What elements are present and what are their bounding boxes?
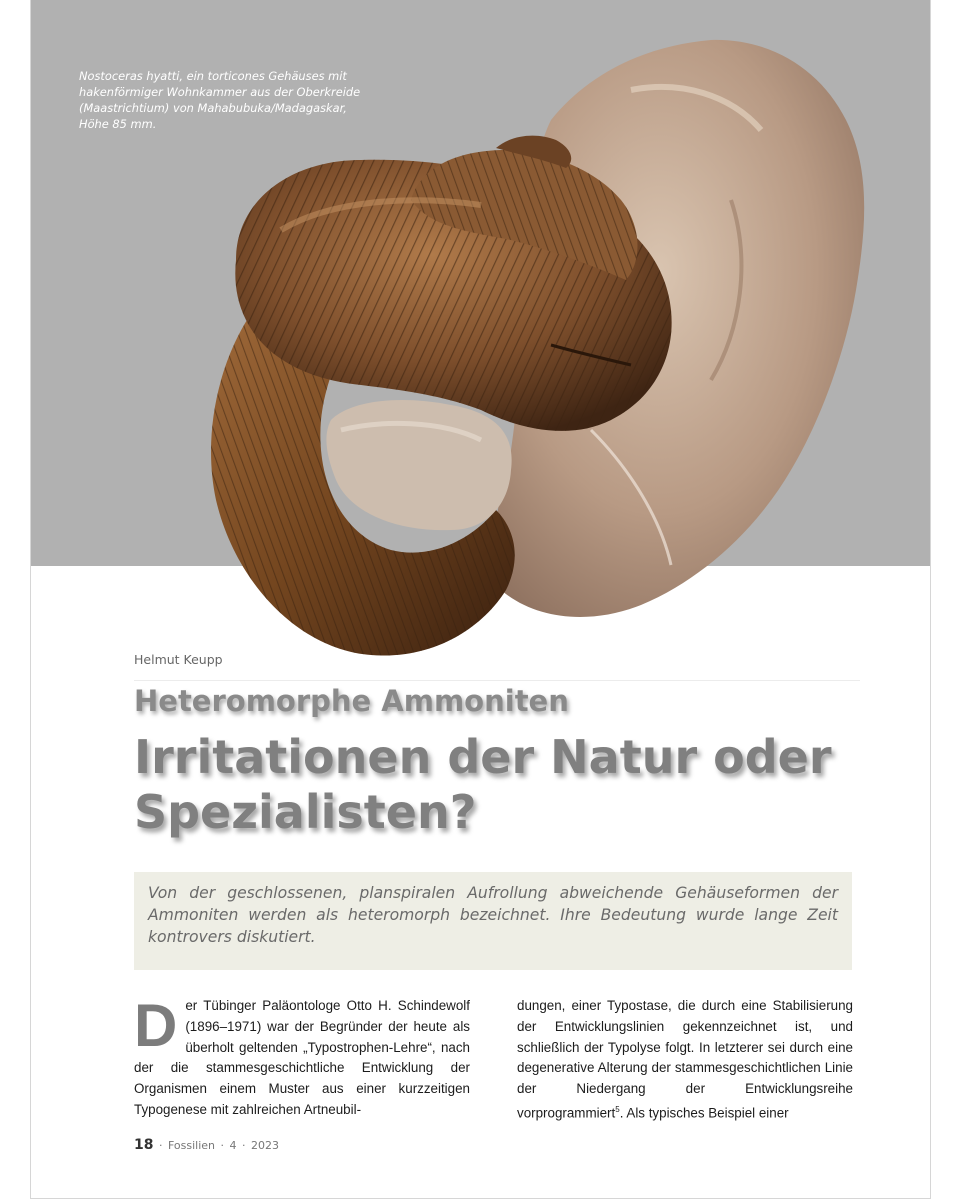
lead-paragraph: Von der geschlossenen, planspiralen Aufrollung abweichende Gehäuseformen der Ammoniten werden als heteromorph bezeichnet. Ihre Bedeutung wurde lange Zeit kontrovers diskutiert. [134, 872, 852, 970]
body-text-right: dungen, einer Typostase, die durch eine Stabilisierung der Entwicklungslinien gekennzeichnet ist, und schließlich der Typolyse folgt. In letzterer sei durch eine degenerative Alterung der stammesgeschichtlichen Linie der Niedergang der Entwicklungsreihe vorprogrammiert [517, 998, 853, 1121]
footnote-ref: 5 [615, 1104, 620, 1114]
issue-number: 4 [229, 1139, 237, 1152]
body-text-left: er Tübinger Paläontologe Otto H. Schindewolf (1896–1971) war der Begründer der heute als überholt geltenden „Typostrophen-Lehre“, nach der die stammesgeschichtliche Entwicklung der Organismen einem Muster aus einer kurzzeitigen Typogenese mit zahlreichen Artneubil- [134, 998, 470, 1117]
issue-year: 2023 [251, 1139, 280, 1152]
body-column-left [134, 992, 470, 1121]
page-number: 18 [134, 1137, 154, 1153]
author-name: Helmut Keupp [134, 652, 223, 667]
page-footer: 18 · Fossilien · 4 · 2023 [134, 1137, 280, 1153]
article-kicker: Heteromorphe Ammoniten [134, 684, 569, 718]
body-column-right [517, 996, 853, 1124]
article-headline: Irritationen der Natur oder Spezialisten? [134, 730, 832, 839]
divider [134, 680, 860, 681]
body-text-right-tail: . Als typisches Beispiel einer [619, 1105, 789, 1121]
magazine-page [30, 0, 931, 1199]
photo-caption: Nostoceras hyatti, ein torticones Gehäuses mit hakenförmiger Wohnkammer aus der Oberkreide (Maastrichtium) von Mahabubuka/Madagaskar, Höhe 85 mm. [79, 69, 361, 131]
magazine-name: Fossilien [167, 1139, 216, 1152]
drop-cap: D [134, 992, 178, 1059]
